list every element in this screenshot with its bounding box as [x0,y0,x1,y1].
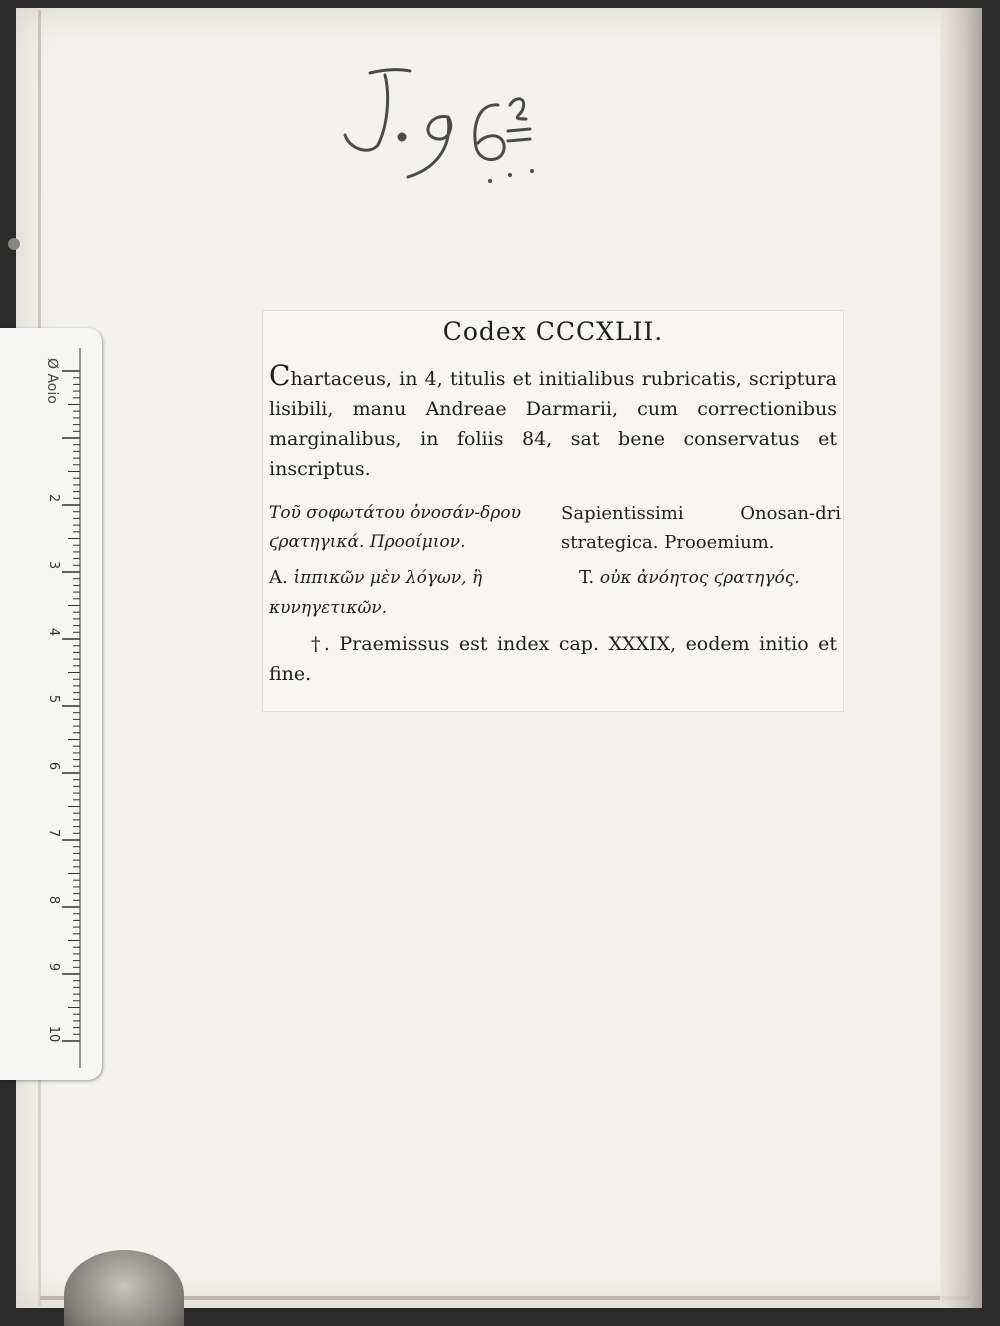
binding-edge [940,8,982,1308]
ruler-number: 2 [46,493,61,503]
ruler-number: 10 [46,1025,61,1043]
first-prefix: A. [269,567,288,588]
handwritten-shelfmark [330,55,560,195]
ruler-scale [0,328,102,1080]
first-words [269,563,549,623]
codex-title: Codex CCCXLII. [442,317,664,346]
description-text: hartaceus, in 4, titulis et initialibus rubricatis, scriptura lisibili, manu Andreae Darmarii, cum correctionibus marginalibus, in foliis 84, sat bene conservatus et inscriptus. [269,368,837,480]
ruler-brand: Ø Aoio [44,358,60,404]
last-prefix: T. [579,567,595,588]
ruler-number: 5 [46,694,61,704]
incipit-latin: Sapientissimi Onosan-dri strategica. Prooemium. [561,503,841,553]
last-words [579,563,843,593]
ruler-number: 8 [46,895,61,905]
codex-description [269,361,837,484]
incipit-greek: Τοῦ σοφωτάτου ὀνοσάν-δρου ϛρατηγικά. Προοίμιον. [269,503,521,552]
ruler-number: 7 [46,828,61,838]
ruler-number: 3 [46,560,61,570]
measuring-ruler [0,328,102,1080]
binding-mark [8,238,20,250]
ruler-number: 6 [46,761,61,771]
last-greek: οὐκ ἀνόητος ϛρατηγός. [599,568,800,588]
first-greek: ἱππικῶν μὲν λόγων, ἢ κυνηγετικῶν. [269,568,483,618]
shelfmark-handwriting [330,55,560,195]
catalogue-label [262,310,844,712]
ruler-number: 4 [46,627,61,637]
index-note: †. Praemissus est index cap. XXXIX, eodem initio et fine. [269,633,837,685]
ruler-number: 9 [46,962,61,972]
description-initial: C [269,359,291,392]
